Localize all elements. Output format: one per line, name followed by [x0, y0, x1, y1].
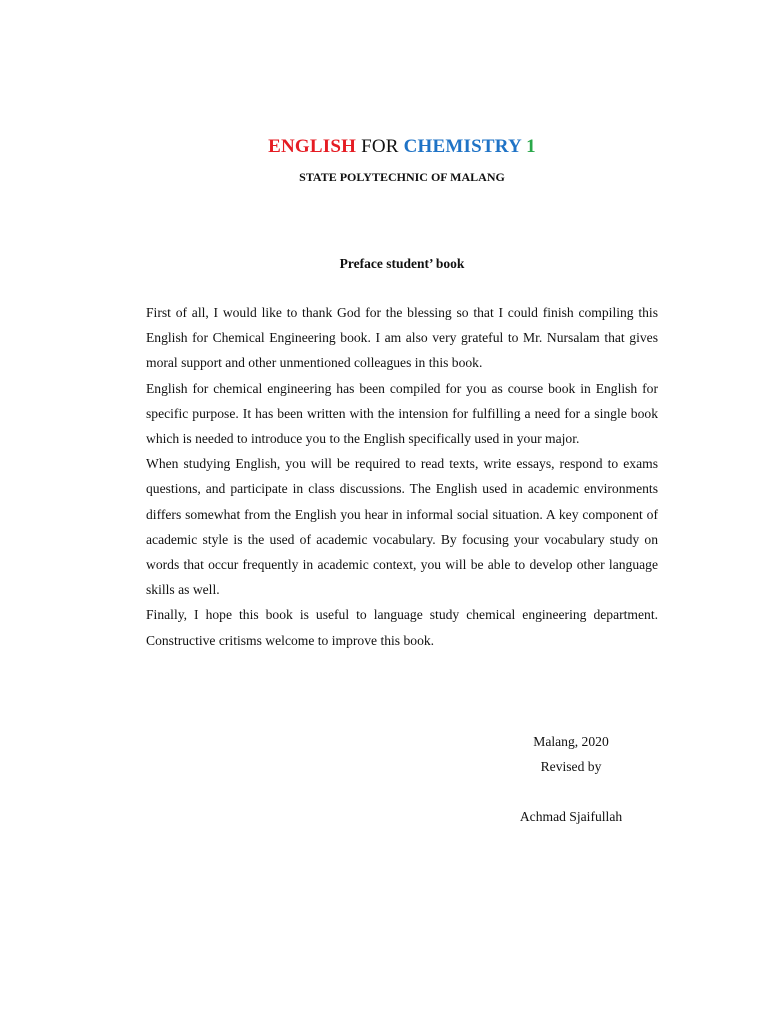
title-for: FOR: [361, 136, 399, 157]
preface-paragraph: When studying English, you will be required to read texts, write essays, respond to exams questions, and participate in class discussions. The English used in academic environments differs somewhat from the English you hear in informal social situation. A key component of academic style is the used of academic vocabulary. By focusing your vocabulary study on words that occur frequently in academic context, you will be able to develop other language skills as well.: [146, 456, 658, 598]
preface-heading: Preface student’ book: [339, 256, 465, 271]
preface-paragraph: English for chemical engineering has been compiled for you as course book in English for specific purpose. It has been written with the intension for fulfilling a need for a single book which is needed to introduce you to the English specifically used in your major.: [146, 380, 658, 447]
preface-paragraph: Finally, I hope this book is useful to language study chemical engineering department. Constructive critisms welcome to improve this book.: [146, 607, 658, 648]
signature-block: [460, 729, 682, 830]
institution-subtitle: STATE POLYTECHNIC OF MALANG: [299, 170, 505, 184]
title-chemistry: CHEMISTRY: [403, 136, 522, 157]
author-name: Achmad Sjaifullah: [519, 809, 623, 825]
preface-body: [146, 300, 658, 653]
revised-by-label: Revised by: [540, 759, 602, 775]
title-english: ENGLISH: [268, 136, 357, 157]
document-title: [0, 136, 768, 158]
title-number: 1: [526, 136, 536, 157]
preface-paragraph: First of all, I would like to thank God for the blessing so that I could finish compiling this English for Chemical Engineering book. I am also very grateful to Mr. Nursalam that gives moral support and other unmentioned colleagues in this book.: [146, 305, 658, 371]
place-date: Malang, 2020: [533, 734, 609, 749]
